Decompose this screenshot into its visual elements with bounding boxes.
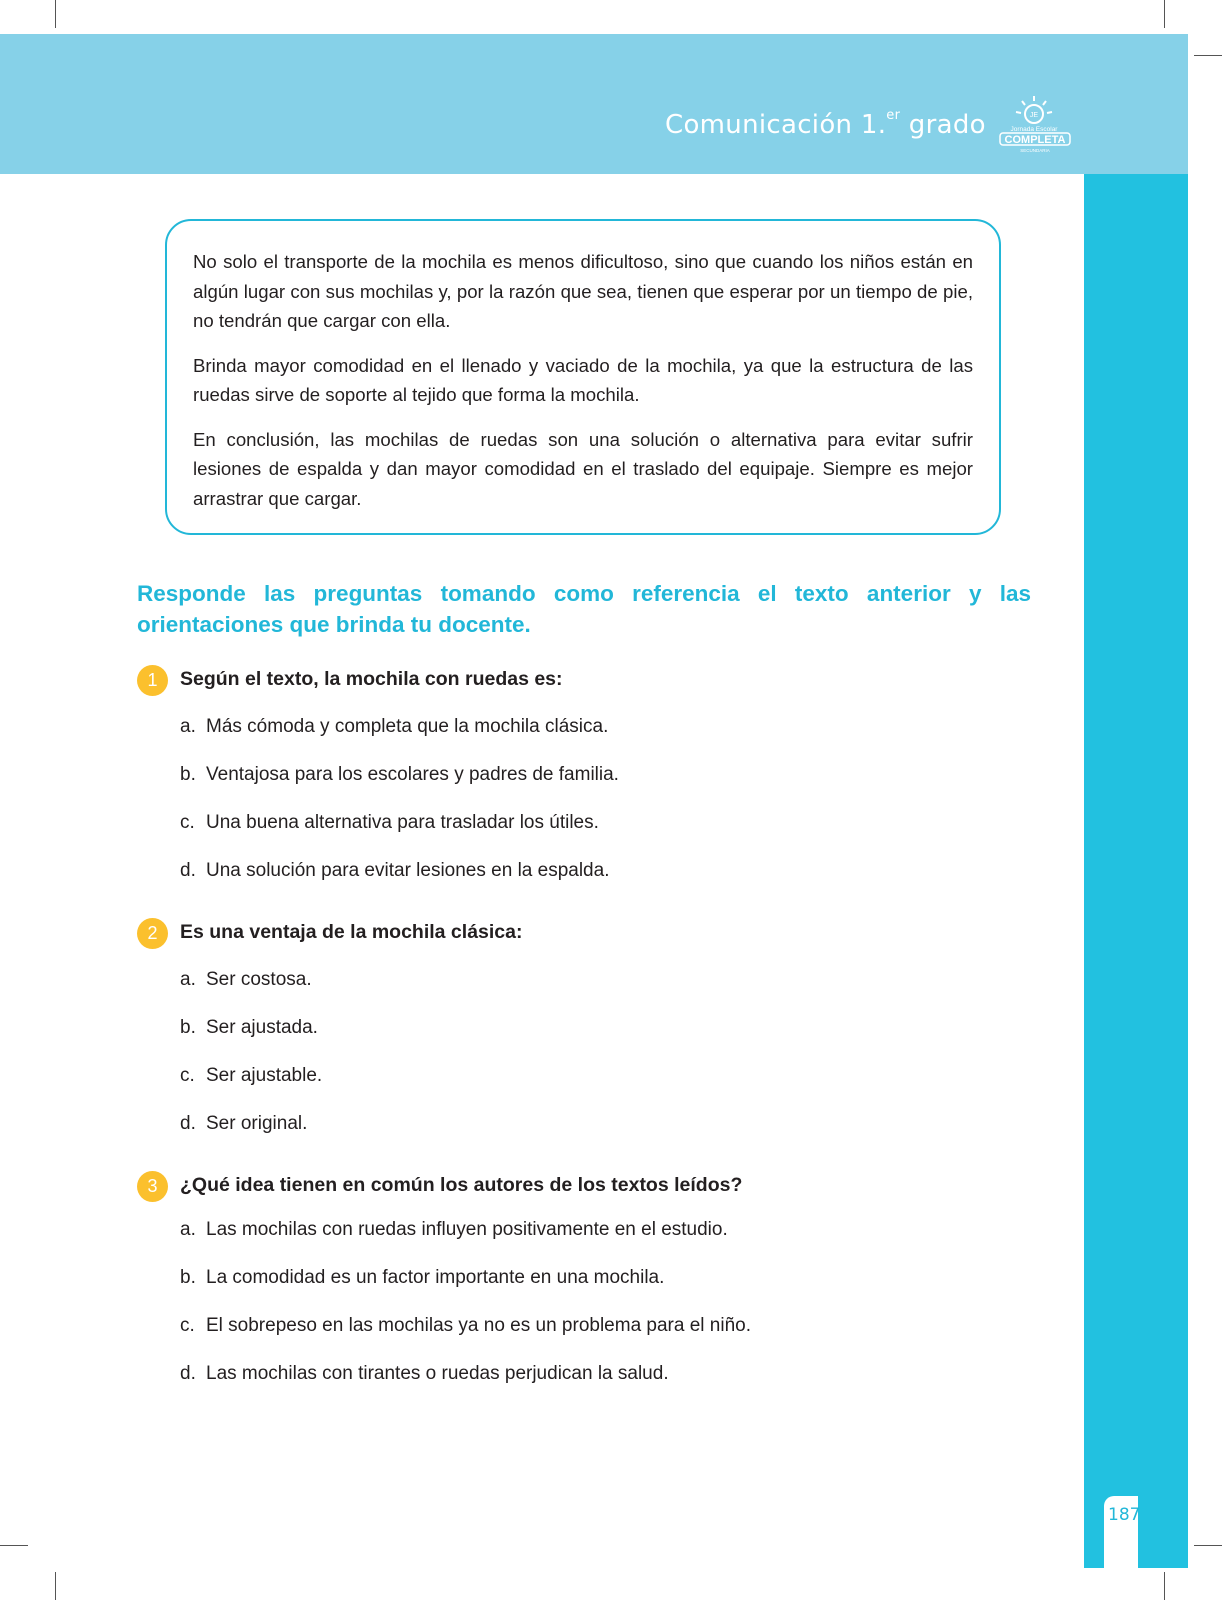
option-letter: d. xyxy=(180,860,196,881)
option-letter: a. xyxy=(180,716,196,737)
option-text: Las mochilas con ruedas influyen positivamente en el estudio. xyxy=(206,1219,728,1240)
option-text: Una solución para evitar lesiones en la espalda. xyxy=(206,860,610,881)
option-text: Ser ajustable. xyxy=(206,1065,323,1086)
answer-option[interactable] xyxy=(180,860,609,882)
page-number: 187 xyxy=(1108,1505,1141,1525)
answer-option[interactable] xyxy=(180,1065,322,1087)
answer-option[interactable] xyxy=(180,1363,669,1385)
option-letter: b. xyxy=(180,1017,196,1038)
option-text: Ser ajustada. xyxy=(206,1017,318,1038)
question-text: Según el texto, la mochila con ruedas es: xyxy=(180,668,563,690)
crop-mark xyxy=(0,1545,28,1546)
crop-mark xyxy=(1194,1545,1222,1546)
question-number-badge: 1 xyxy=(137,665,168,696)
crop-mark xyxy=(55,1572,56,1600)
question-number-badge: 3 xyxy=(137,1171,168,1202)
option-letter: c. xyxy=(180,1315,195,1336)
crop-mark xyxy=(55,0,56,28)
answer-option[interactable] xyxy=(180,1219,728,1241)
option-text: Más cómoda y completa que la mochila clásica. xyxy=(206,716,609,737)
answer-option[interactable] xyxy=(180,1267,664,1289)
option-letter: c. xyxy=(180,812,195,833)
answer-option[interactable] xyxy=(180,1017,318,1039)
logo-line-3: SECUNDARIA xyxy=(1020,148,1050,153)
reading-paragraph: No solo el transporte de la mochila es menos dificultoso, sino que cuando los niños están en algún lugar con sus mochilas y, por la razón que sea, tienen que esperar por un tiempo de pie, no tendrán que cargar con ella. xyxy=(193,251,973,331)
option-letter: a. xyxy=(180,1219,196,1240)
answer-option[interactable] xyxy=(180,969,312,991)
answer-option[interactable] xyxy=(180,812,599,834)
logo-line-1: Jornada Escolar xyxy=(1010,126,1058,133)
question-number-badge: 2 xyxy=(137,918,168,949)
page-header-title: Comunicación 1.$^{er}$ grado xyxy=(665,108,986,140)
option-letter: c. xyxy=(180,1065,195,1086)
logo-line-2: COMPLETA xyxy=(1004,134,1066,146)
option-text: Ser costosa. xyxy=(206,969,312,990)
option-text: El sobrepeso en las mochilas ya no es un problema para el niño. xyxy=(206,1315,751,1336)
instruction-heading: Responde las preguntas tomando como referencia el texto anterior y las orientaciones que brinda tu docente. xyxy=(137,581,1031,637)
option-letter: d. xyxy=(180,1363,196,1384)
crop-mark xyxy=(1194,55,1222,56)
question-text: Es una ventaja de la mochila clásica: xyxy=(180,921,523,943)
option-text: Ser original. xyxy=(206,1113,308,1134)
option-text: La comodidad es un factor importante en una mochila. xyxy=(206,1267,665,1288)
crop-mark xyxy=(1164,1572,1165,1600)
question-text: ¿Qué idea tienen en común los autores de los textos leídos? xyxy=(180,1174,743,1196)
reading-text-box xyxy=(165,219,1001,535)
answer-option[interactable] xyxy=(180,716,608,738)
sun-logo-icon xyxy=(998,92,1078,156)
reading-paragraph: Brinda mayor comodidad en el llenado y vaciado de la mochila, ya que la estructura de las ruedas sirve de soporte al tejido que forma la mochila. xyxy=(193,354,973,405)
crop-mark xyxy=(1164,0,1165,28)
answer-option[interactable] xyxy=(180,1113,307,1135)
answer-option[interactable] xyxy=(180,764,619,786)
side-bar xyxy=(1084,174,1188,1568)
option-letter: d. xyxy=(180,1113,196,1134)
option-letter: b. xyxy=(180,1267,196,1288)
logo-badge-letter: JE xyxy=(1029,112,1039,119)
option-letter: a. xyxy=(180,969,196,990)
option-letter: b. xyxy=(180,764,196,785)
option-text: Ventajosa para los escolares y padres de familia. xyxy=(206,764,619,785)
option-text: Las mochilas con tirantes o ruedas perjudican la salud. xyxy=(206,1363,669,1384)
option-text: Una buena alternativa para trasladar los útiles. xyxy=(206,812,599,833)
reading-paragraph: En conclusión, las mochilas de ruedas son una solución o alternativa para evitar sufrir lesiones de espalda y dan mayor comodidad en el traslado del equipaje. Siempre es mejor arrastrar que cargar. xyxy=(193,428,973,509)
answer-option[interactable] xyxy=(180,1315,751,1337)
